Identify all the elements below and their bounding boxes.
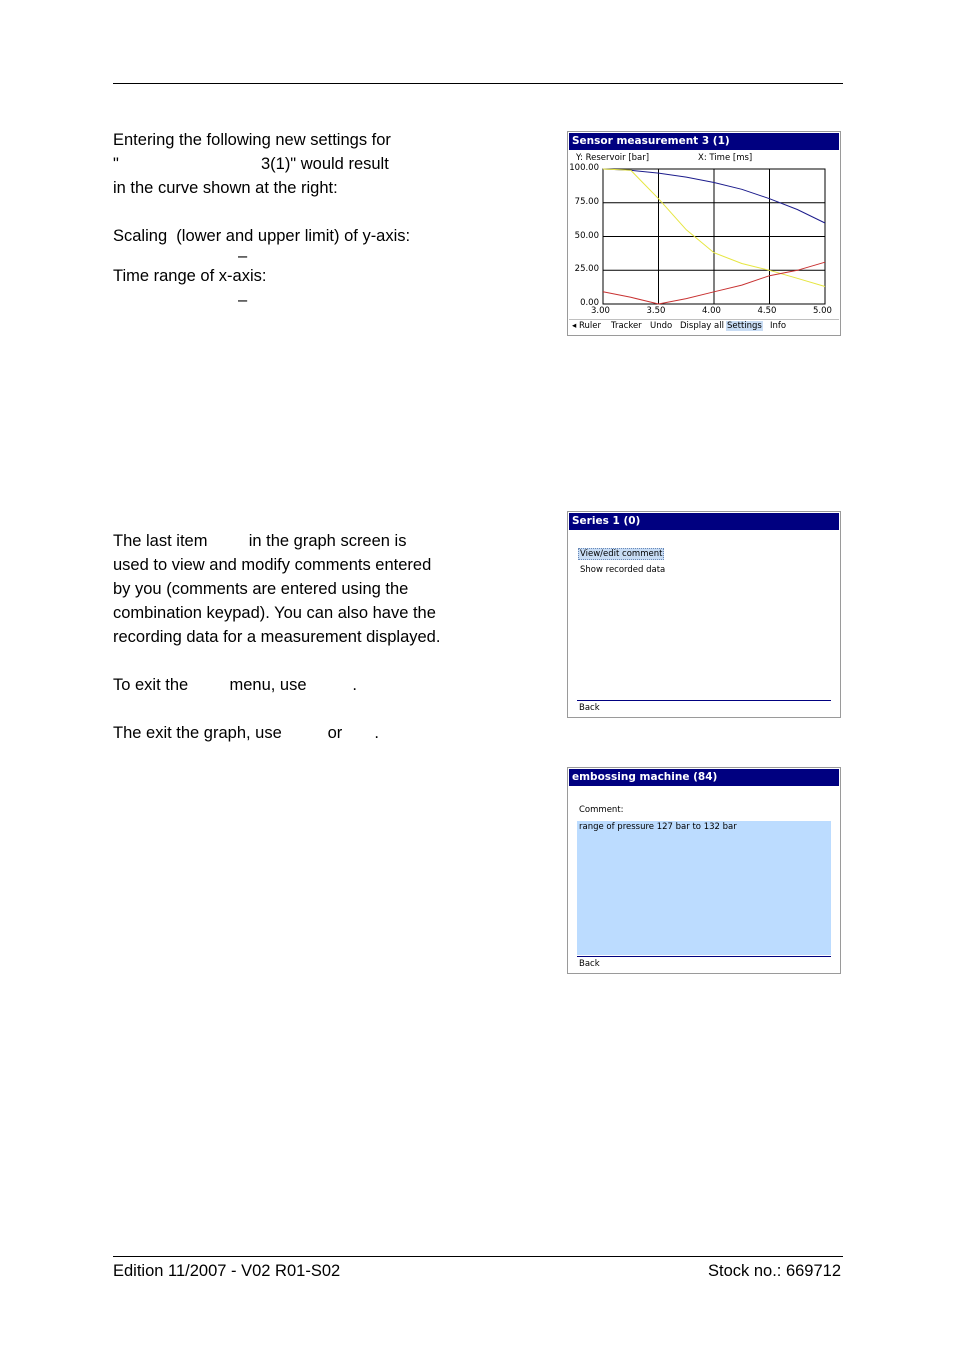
screen3-title: embossing machine (84) [569, 769, 839, 786]
menu-item-tracker[interactable]: Tracker [611, 321, 642, 331]
y-tick-label: 100.00 [569, 163, 599, 173]
para1-line1: Entering the following new settings for [113, 131, 391, 149]
y-tick-label: 0.00 [580, 298, 599, 308]
para2-dash2: – [238, 291, 248, 309]
y-axis-header: Y: Reservoir [bar] [576, 153, 650, 163]
para3-line3: by you (comments are entered using the [113, 580, 409, 598]
para3-line1: The last item in the graph screen is [113, 532, 407, 550]
screen3-separator [577, 956, 831, 957]
menu-item-undo[interactable]: Undo [650, 321, 673, 331]
sensor-measurement-screen [567, 131, 841, 336]
para4: To exit the menu, use . [113, 676, 357, 694]
para1-line3: in the curve shown at the right: [113, 179, 338, 197]
screen2-title: Series 1 (0) [569, 513, 839, 530]
x-tick-label: 4.50 [757, 306, 777, 316]
y-tick-label: 25.00 [574, 264, 599, 275]
comment-text-area[interactable] [577, 821, 831, 955]
x-tick-label: 5.00 [813, 306, 832, 316]
screen1-menubar [569, 319, 839, 334]
x-tick-label: 3.00 [591, 306, 610, 316]
series-menu-screen [567, 511, 841, 718]
comment-text: range of pressure 127 bar to 132 bar [579, 822, 737, 832]
footer-rule [113, 1256, 843, 1257]
para3-line5: recording data for a measurement displayed. [113, 628, 441, 646]
para1-line2: " 3(1)" would result [113, 155, 389, 173]
x-tick-label: 3.50 [646, 306, 666, 316]
screen3-back[interactable]: Back [579, 959, 600, 969]
para2-line2: Time range of x-axis: [113, 267, 267, 285]
footer-edition: Edition 11/2007 - V02 R01-S02 [113, 1262, 341, 1280]
header-rule [113, 83, 843, 84]
para2-line1: Scaling (lower and upper limit) of y-axis: [113, 227, 411, 245]
screen2-back[interactable]: Back [579, 703, 600, 713]
menu-item-display-all[interactable]: Display all [680, 321, 724, 331]
comment-label: Comment: [579, 805, 624, 815]
y-tick-label: 50.00 [574, 230, 599, 241]
screen1-title: Sensor measurement 3 (1) [569, 133, 839, 150]
x-tick-label: 4.00 [702, 306, 721, 316]
menu-item-ruler[interactable]: ◂ Ruler [572, 321, 601, 331]
para2-dash1: – [238, 247, 248, 265]
para3-line2: used to view and modify comments entered [113, 556, 432, 574]
menu-item-settings[interactable]: Settings [727, 321, 762, 331]
show-recorded-data-item[interactable]: Show recorded data [580, 565, 666, 575]
y-tick-label: 75.00 [574, 196, 599, 207]
footer-stock: Stock no.: 669712 [707, 1262, 841, 1280]
para3-line4: combination keypad). You can also have the [113, 604, 436, 622]
screen2-separator [577, 700, 831, 701]
menu-item-info[interactable]: Info [770, 321, 787, 331]
comment-screen [567, 767, 841, 974]
x-axis-header: X: Time [ms] [698, 153, 753, 163]
view-edit-comment-item[interactable]: View/edit comment [580, 549, 663, 559]
para5: The exit the graph, use or . [113, 724, 379, 742]
